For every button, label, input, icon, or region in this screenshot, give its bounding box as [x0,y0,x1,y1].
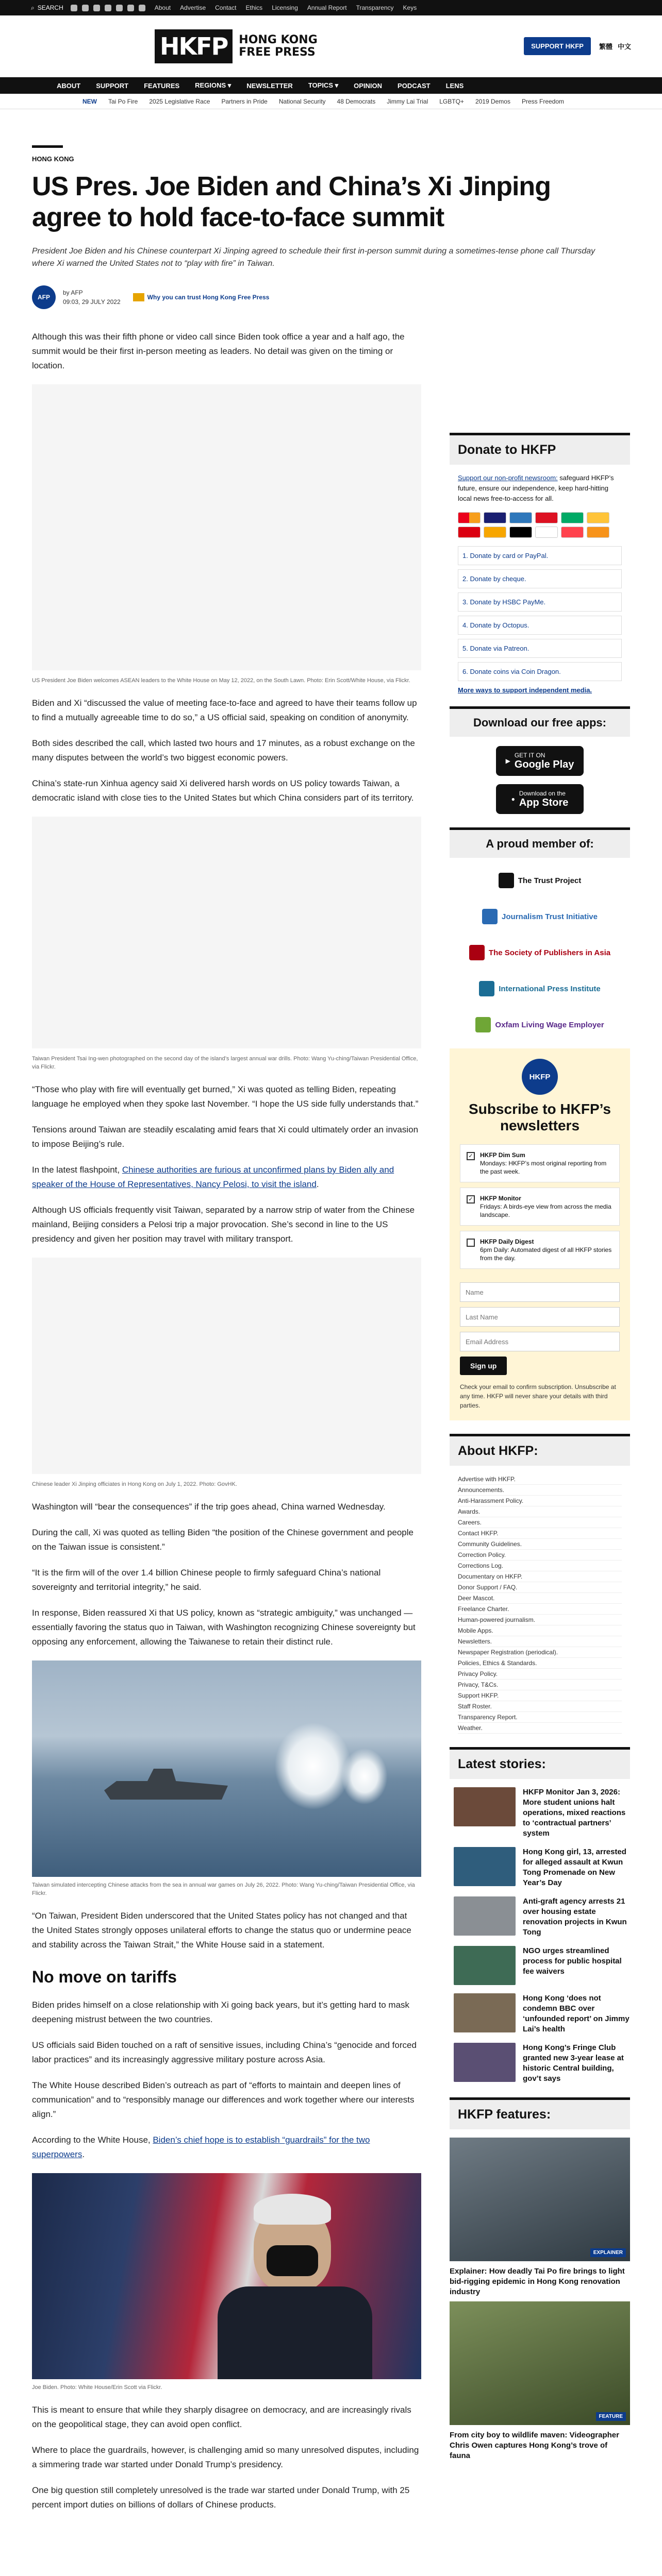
paragraph: US officials said Biden touched on a raft of sensitive issues, including China’s “genocide and forced labor practices” and its increasingly aggressive military posture across Asia. [32,2040,417,2064]
trust-link[interactable]: Why you can trust Hong Kong Free Press [133,293,270,301]
about-link[interactable]: Corrections Log. [458,1561,622,1571]
site-logo[interactable]: HKFP HONG KONG FREE PRESS [155,29,318,63]
trending-item[interactable]: 48 Democrats [337,97,376,105]
unionpay-icon [535,512,558,523]
paragraph: China’s state-run Xinhua agency said Xi delivered harsh words on US policy towards Taiwan, a democratic island with close ties to the United States but which China considers part of its territory. [32,778,414,803]
about-list [450,1474,630,1734]
nav-regions[interactable]: REGIONS ▾ [195,81,231,89]
trust-project-icon [499,873,514,888]
amex-icon [509,512,532,523]
donate-widget: Support our non-profit newsroom: safeguard HKFP’s future, ensure our independence, keep hard-hitting local news free-to-access for all. 1. Donate by card or PayPal. 2. Donate by cheque. 3. Donate by HSBC PayMe. 4. Donate by Octopus. 5. Donate via Patreon. 6. Donate coins via Coin Dragon. More ways to support independent media. [450,473,630,694]
checkbox[interactable]: ✓ [467,1195,475,1204]
latest-heading: Latest stories: [450,1747,630,1779]
feature-title: Explainer: How deadly Tai Po fire brings to light bid-rigging epidemic in Hong Kong renovation industry [450,2267,625,2296]
facebook-icon[interactable] [71,5,77,11]
about-link[interactable]: Transparency Report. [458,1712,622,1723]
about-link[interactable]: Awards. [458,1506,622,1517]
about-link[interactable]: Support HKFP. [458,1690,622,1701]
sopa-icon [469,945,485,960]
jcb-icon [561,512,584,523]
nav-newsletter[interactable]: NEWSLETTER [246,81,293,90]
google-play-button[interactable]: ▶ GET IT ON Google Play [496,746,584,776]
paragraph: Both sides described the call, which lasted two hours and 17 minutes, as a robust exchange on the many disputes between the world’s two biggest economic powers. [32,738,415,762]
paragraph: Where to place the guardrails, however, is challenging amid so many unresolved disputes, including a simmering trade war started under Donald Trump’s presidency. [32,2445,419,2469]
newsletter-note: Check your email to confirm subscription. Unsubscribe at any time. HKFP will never share your details with third parties. [460,1383,616,1409]
paragraph: According to the White House, Biden’s chief hope is to establish “guardrails” for the two superpowers. [32,2135,370,2159]
donate-option-octopus[interactable]: 4. Donate by Octopus. [458,616,622,635]
paragraph: “Those who play with fire will eventually get burned,” Xi was quoted as telling Biden, repeating language he employed when they spoke last November. “I hope the US side fully understands that.” [32,1084,419,1109]
linkedin-icon[interactable] [116,5,123,11]
article-category[interactable]: HONG KONG [32,145,63,163]
signup-button[interactable]: Sign up [460,1357,507,1375]
feature-card[interactable] [450,2138,630,2297]
bitcoin-icon [587,527,609,538]
about-link[interactable]: Careers. [458,1517,622,1528]
trending-item[interactable]: Press Freedom [521,97,565,105]
donate-option-cheque[interactable]: 2. Donate by cheque. [458,569,622,588]
water-splash [274,1722,352,1810]
checkbox[interactable] [467,1239,475,1247]
lang-chinese[interactable]: 中文 [617,43,631,50]
feature-tag: FEATURE [596,2412,626,2421]
trending-label: NEW [82,97,97,105]
about-link[interactable]: Newsletters. [458,1636,622,1647]
trending-item[interactable]: Partners in Pride [221,97,268,105]
main-nav [0,77,662,94]
about-link[interactable]: Contact HKFP. [458,1528,622,1539]
paragraph: “It is the firm will of the over 1.4 billion Chinese people to firmly safeguard China’s national sovereignty and territorial integrity,” he said. [32,1568,381,1592]
trending-item[interactable]: Tai Po Fire [108,97,138,105]
mastercard-icon [458,512,481,523]
trending-item[interactable]: National Security [278,97,326,105]
instagram-icon[interactable] [93,5,100,11]
member-jti[interactable]: Journalism Trust Initiative [450,903,630,930]
twitter-icon[interactable] [82,5,89,11]
apple-icon: ● [511,795,515,803]
warship-shape [104,1769,228,1800]
sidebar [450,433,630,2465]
nav-support[interactable]: SUPPORT [96,81,129,90]
masthead-actions [524,37,631,55]
patreon-icon [561,527,584,538]
oxfam-icon [475,1017,491,1032]
jti-icon [482,909,498,924]
rss-icon[interactable] [139,5,145,11]
paypal-icon [587,512,609,523]
latest-story[interactable]: Hong Kong ‘does not condemn BBC over ‘unfounded report’ on Jimmy Lai’s health [450,1993,630,2035]
member-oxfam[interactable]: Oxfam Living Wage Employer [450,1011,630,1038]
war-games-photo [32,1660,421,1877]
image-caption: Taiwan President Tsai Ing-wen photographed on the second day of the island’s largest annual war drills. Photo: Wang Yu-ching/Taiwan Presidential Office, via Flickr. [32,1056,418,1070]
apple-pay-icon [509,527,532,538]
octopus-icon [484,527,506,538]
nav-topics[interactable]: TOPICS ▾ [308,81,339,89]
paragraph: In response, Biden reassured Xi that US policy, known as “strategic ambiguity,” was unchanged — essentially favoring the status quo in Taiwan, with Washington recognizing Chinese sovereignty but opposing any enforcement, allowing the Taiwanese to retain their distinct rule. [32,1608,416,1647]
nav-features[interactable]: FEATURES [144,81,180,90]
image-caption: Chinese leader Xi Jinping officiates in Hong Kong on July 1, 2022. Photo: GovHK. [32,1481,237,1487]
paragraph: Although US officials frequently visit Taiwan, separated by a narrow strip of water from the Chinese mainland, Beijing considers a Pelosi trip a major provocation. She’s second in line to the US presidency and given her position may travel with military transport. [32,1205,415,1244]
donate-link[interactable]: Support our non-profit newsroom: [458,474,558,482]
social-links [71,5,145,11]
feature-title: From city boy to wildlife maven: Videographer Chris Owen captures Hong Kong’s trove of fauna [450,2431,619,2460]
donate-option-coins[interactable]: 6. Donate coins via Coin Dragon. [458,662,622,681]
about-link[interactable]: Donor Support / FAQ. [458,1582,622,1593]
telegram-icon[interactable] [127,5,134,11]
top-bar [0,0,662,15]
paragraph: Although this was their fifth phone or video call since Biden took office a year and a half ago, the summit would be their first in-person meeting as leaders. No detail was given on the timing or location. [32,332,405,370]
visa-icon [484,512,506,523]
trending-bar [0,94,662,109]
trending-item[interactable]: 2019 Demos [475,97,510,105]
about-link[interactable]: Freelance Charter. [458,1604,622,1615]
feature-image [450,2301,630,2425]
ad-slot [32,817,421,1048]
about-link[interactable]: Human-powered journalism. [458,1615,622,1625]
story-thumbnail [454,1787,516,1826]
youtube-icon[interactable] [105,5,111,11]
about-link[interactable]: Privacy, T&Cs. [458,1680,622,1690]
about-link[interactable]: Weather. [458,1723,622,1734]
about-link[interactable]: Staff Roster. [458,1701,622,1712]
image-caption: Joe Biden. Photo: White House/Erin Scott via Flickr. [32,2384,162,2391]
top-link-licensing[interactable]: Licensing [272,4,298,11]
about-link[interactable]: Community Guidelines. [458,1539,622,1550]
donate-heading: Donate to HKFP [450,433,630,465]
latest-story[interactable]: HKFP Monitor Jan 3, 2026: More student unions halt operations, mixed reactions to ‘contractual partners’ system [450,1787,630,1839]
top-link-advertise[interactable]: Advertise [180,4,206,11]
about-link[interactable]: Announcements. [458,1485,622,1496]
payment-methods [458,512,622,538]
story-thumbnail [454,1993,516,2032]
ipi-icon [479,981,494,996]
lang-traditional[interactable]: 繁體 [599,43,613,50]
email-input[interactable] [460,1332,620,1351]
latest-story[interactable]: Hong Kong’s Fringe Club granted new 3-year lease at historic Central building, gov’t says [450,2043,630,2084]
paragraph: Tensions around Taiwan are steadily escalating amid fears that Xi could ultimately order an invasion to impose Beijing’s rule. [32,1125,419,1149]
about-link[interactable]: Documentary on HKFP. [458,1571,622,1582]
member-ipi[interactable]: International Press Institute [450,975,630,1002]
trending-item[interactable]: Jimmy Lai Trial [387,97,428,105]
portrait-hair [254,2194,331,2225]
google-play-icon: ▶ [505,757,510,765]
guardrails-link[interactable]: Biden’s chief hope is to establish “guardrails” for the two superpowers [32,2135,370,2159]
about-link[interactable]: Privacy Policy. [458,1669,622,1680]
newsletter-title: Subscribe to HKFP’s newsletters [469,1101,611,1133]
trending-item[interactable]: 2025 Legislative Race [149,97,210,105]
last-name-input[interactable] [460,1307,620,1327]
nav-opinion[interactable]: OPINION [354,81,383,90]
about-link[interactable]: Anti-Harassment Policy. [458,1496,622,1506]
language-switcher [599,41,631,51]
about-link[interactable]: Advertise with HKFP. [458,1474,622,1485]
newsletter-option-monitor[interactable]: ✓ HKFP Monitor Fridays: A birds-eye view from across the media landscape. [460,1188,620,1226]
nav-podcast[interactable]: PODCAST [398,81,431,90]
nav-lens[interactable]: LENS [445,81,464,90]
newsletter-option-dimsum[interactable]: ✓ HKFP Dim Sum Mondays: HKFP’s most original reporting from the past week. [460,1144,620,1182]
member-sopa[interactable]: The Society of Publishers in Asia [450,939,630,966]
author-avatar: AFP [32,285,56,309]
paragraph: Biden and Xi “discussed the value of meeting face-to-face and agreed to have their teams follow up to find a mutually agreeable time to do so,” a US official said, speaking on condition of anonymity. [32,698,417,722]
about-link[interactable]: Policies, Ethics & Standards. [458,1658,622,1669]
portrait-suit [218,2286,372,2379]
google-pay-icon [535,527,558,538]
paragraph: In the latest flashpoint, Chinese authorities are furious at unconfirmed plans by Biden ally and speaker of the House of Representatives, Nancy Pelosi, to visit the island. [32,1165,394,1189]
about-link[interactable]: Mobile Apps. [458,1625,622,1636]
about-link[interactable]: Deer Mascot. [458,1593,622,1604]
newsletter-logo: HKFP [522,1059,558,1095]
ad-slot [32,384,421,670]
newsletter-option-digest[interactable]: HKFP Daily Digest 6pm Daily: Automated digest of all HKFP stories from the day. [460,1231,620,1269]
byline [32,285,421,309]
feature-image [450,2138,630,2261]
section-heading: No move on tariffs [32,1968,177,1986]
ad-slot [32,1258,421,1474]
trending-item[interactable]: LGBTQ+ [439,97,464,105]
checkbox[interactable]: ✓ [467,1152,475,1160]
nav-about[interactable]: ABOUT [57,81,81,90]
water-splash [341,1748,388,1805]
latest-story[interactable]: Hong Kong girl, 13, arrested for alleged assault at Kwun Tong Promenade on New Year’s Day [450,1847,630,1888]
search-icon: ⌕ [31,4,35,11]
paragraph: Biden prides himself on a close relationship with Xi going back years, but it’s getting hard to mask deepening mistrust between the two countries. [32,2000,410,2024]
apps-heading: Download our free apps: [450,706,630,737]
about-heading: About HKFP: [450,1434,630,1466]
member-trust-project[interactable]: The Trust Project [450,867,630,894]
members-heading: A proud member of: [450,827,630,858]
top-links [155,4,417,11]
latest-story[interactable]: NGO urges streamlined process for public hospital fee waivers [450,1946,630,1985]
top-link-keys[interactable]: Keys [403,4,417,11]
pelosi-visit-link[interactable]: Chinese authorities are furious at unconfirmed plans by Biden ally and speaker of the House of Representatives, Nancy Pelosi, to visit the island [32,1165,394,1189]
paragraph: During the call, Xi was quoted as telling Biden “the position of the Chinese government and people on the Taiwan issue is consistent.” [32,1528,413,1552]
feature-tag: EXPLAINER [590,2248,626,2257]
article-title: US Pres. Joe Biden and China’s Xi Jinping agree to hold face-to-face summit [32,172,551,232]
paragraph: This is meant to ensure that while they sharply disagree on democracy, and are increasingly rivals on the geopolitical stage, they can avoid open conflict. [32,2405,411,2429]
trust-icon [133,293,144,301]
publish-date: 09:03, 29 JULY 2022 [63,298,121,306]
story-thumbnail [454,1847,516,1886]
search-button[interactable]: ⌕ SEARCH [31,4,63,11]
app-store-button[interactable]: ● Download on the App Store [496,784,584,814]
newsletter-widget [450,1048,630,1420]
paragraph: The White House described Biden’s outreach as part of “efforts to maintain and deepen lines of communication” and to “responsibly manage our differences and work together where our interests align.” [32,2080,415,2119]
about-link[interactable]: Newspaper Registration (periodical). [458,1647,622,1658]
donate-option-card[interactable]: 1. Donate by card or PayPal. [458,546,622,565]
more-ways-link[interactable]: More ways to support independent media. [458,686,592,694]
top-link-transparency[interactable]: Transparency [356,4,394,11]
story-thumbnail [454,1896,516,1936]
paragraph: Washington will “bear the consequences” if the trip goes ahead, China warned Wednesday. [32,1502,386,1512]
biden-photo [32,2173,421,2379]
image-caption: US President Joe Biden welcomes ASEAN leaders to the White House on May 12, 2022, on the South Lawn. Photo: Erin Scott/White House, via Flickr. [32,677,410,684]
masthead [0,15,662,77]
paragraph: “On Taiwan, President Biden underscored that the United States policy has not changed and that the United States strongly opposes unilateral efforts to change the status quo or undermine peace and stability across the Taiwan Strait,” the White House said in a statement. [32,1911,411,1950]
article-standfirst: President Joe Biden and his Chinese counterpart Xi Jinping agreed to schedule their first in-person summit during a sometimes-tense phone call Thursday where Xi warned the United States not to “play with fire” in Taiwan. [32,247,595,268]
top-link-contact[interactable]: Contact [215,4,237,11]
donate-option-payme[interactable]: 3. Donate by HSBC PayMe. [458,592,622,612]
story-thumbnail [454,2043,516,2082]
feature-card[interactable] [450,2301,630,2461]
support-hkfp-button[interactable]: SUPPORT HKFP [524,37,591,55]
top-link-about[interactable]: About [154,4,171,11]
top-link-annual-report[interactable]: Annual Report [307,4,347,11]
story-thumbnail [454,1946,516,1985]
latest-story[interactable]: Anti-graft agency arrests 21 over housing estate renovation projects in Kwun Tong [450,1896,630,1938]
top-link-ethics[interactable]: Ethics [245,4,263,11]
payme-icon [458,527,481,538]
first-name-input[interactable] [460,1282,620,1302]
paragraph: One big question still completely unresolved is the trade war started under Donald Trump, with 25 percent import duties on billions of dollars of Chinese products. [32,2485,410,2510]
author-name[interactable]: by AFP [63,289,83,296]
features-heading: HKFP features: [450,2097,630,2129]
donate-option-patreon[interactable]: 5. Donate via Patreon. [458,639,622,658]
face-mask [267,2245,318,2276]
about-link[interactable]: Correction Policy. [458,1550,622,1561]
image-caption: Taiwan simulated intercepting Chinese attacks from the sea in annual war games on July 26, 2022. Photo: Wang Yu-ching/Taiwan Presidential Office, via Flickr. [32,1882,415,1896]
